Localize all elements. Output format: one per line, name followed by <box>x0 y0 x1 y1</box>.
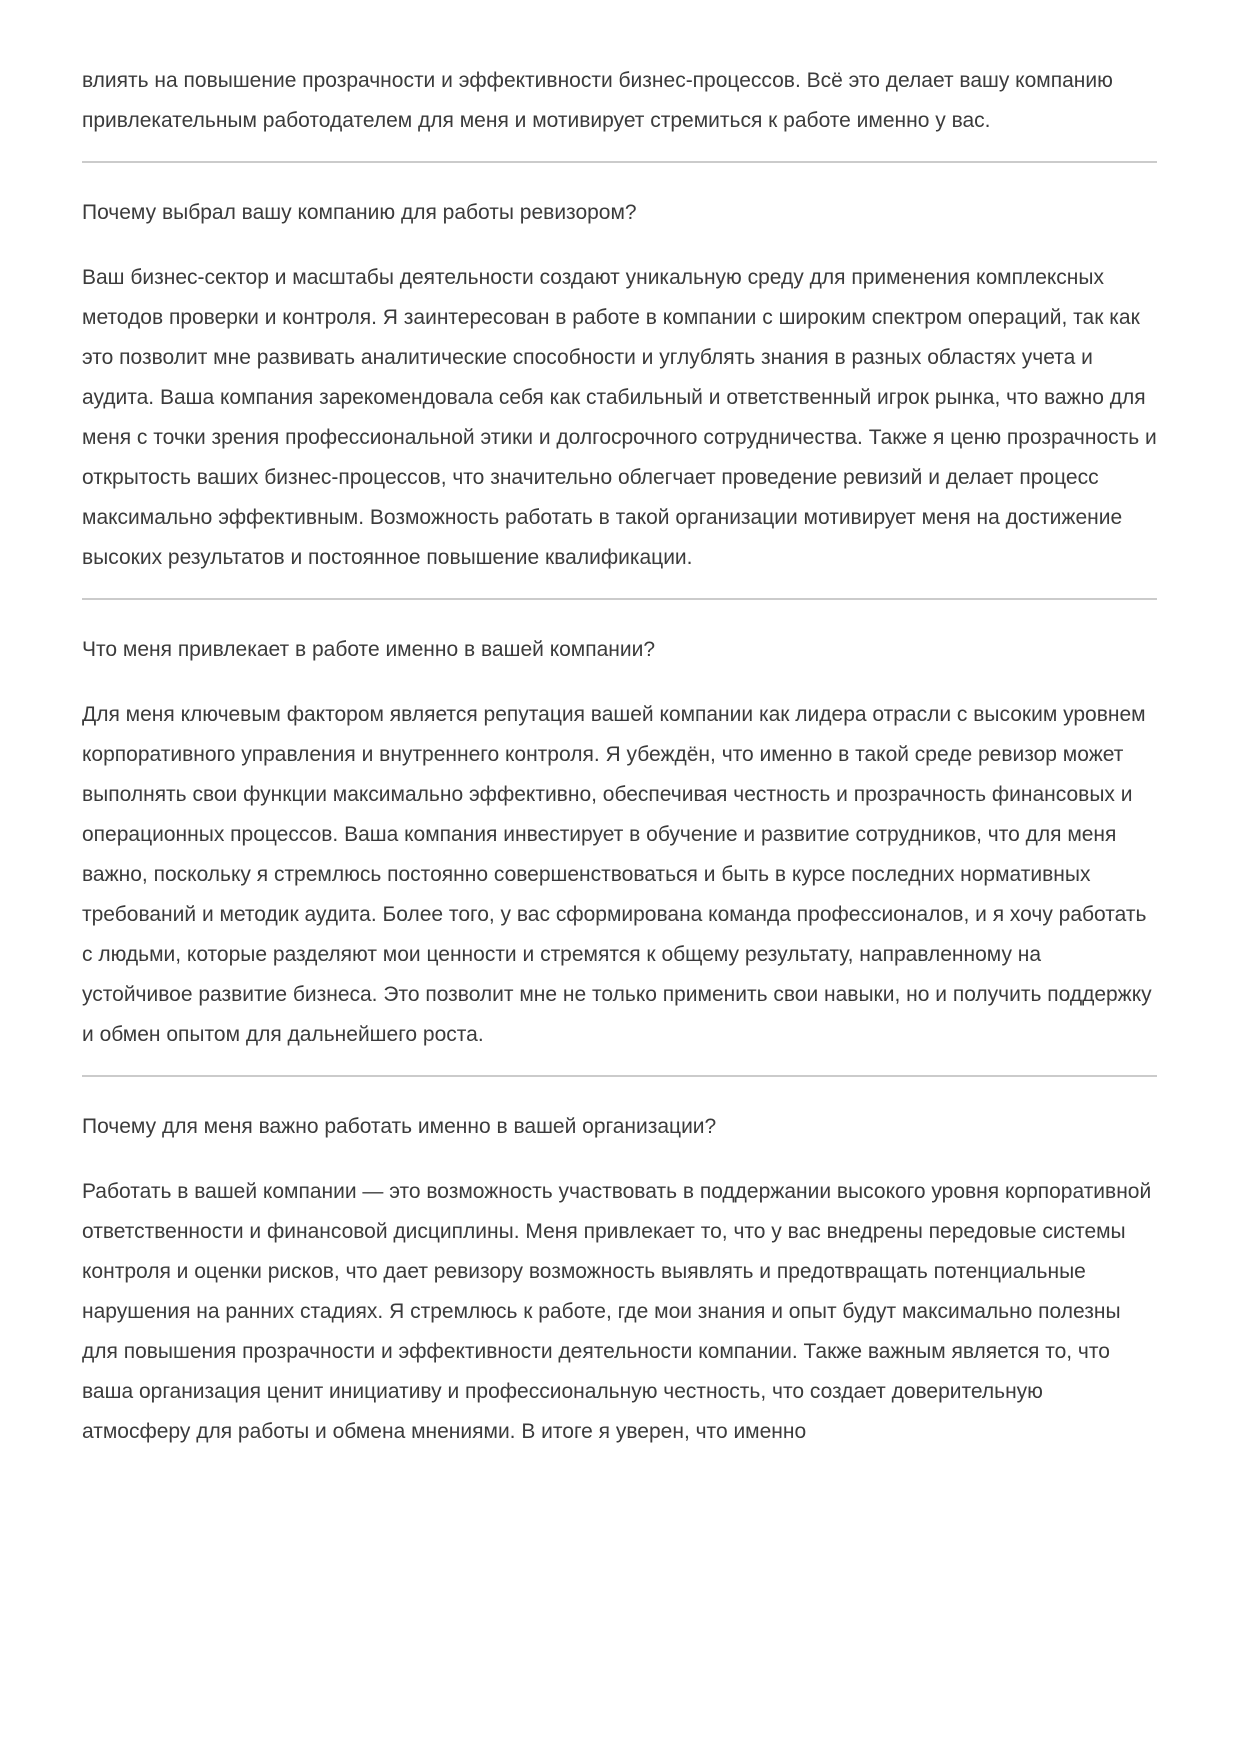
answer-paragraph-3: Работать в вашей компании — это возможность участвовать в поддержании высокого уровня корпоративной ответственности и финансовой дисциплины. Меня привлекает то, что у вас внедрены передовые системы контроля и оценки рисков, что дает ревизору возможность выявлять и предотвращать потенциальные нарушения на ранних стадиях. Я стремлюсь к работе, где мои знания и опыт будут максимально полезны для повышения прозрачности и эффективности деятельности компании. Также важным является то, что ваша организация ценит инициативу и профессиональную честность, что создает доверительную атмосферу для работы и обмена мнениями. В итоге я уверен, что именно <box>82 1180 1152 1443</box>
section-divider-1 <box>82 161 1157 163</box>
question-heading-1: Почему выбрал вашу компанию для работы ревизором? <box>82 201 637 224</box>
continuation-paragraph: влиять на повышение прозрачности и эффективности бизнес-процессов. Всё это делает вашу компанию привлекательным работодателем для меня и мотивирует стремиться к работе именно у вас. <box>82 69 1113 132</box>
question-heading-2: Что меня привлекает в работе именно в вашей компании? <box>82 638 656 661</box>
question-heading-3: Почему для меня важно работать именно в вашей организации? <box>82 1115 717 1138</box>
section-divider-2 <box>82 598 1157 600</box>
answer-paragraph-2: Для меня ключевым фактором является репутация вашей компании как лидера отрасли с высоким уровнем корпоративного управления и внутреннего контроля. Я убеждён, что именно в такой среде ревизор может выполнять свои функции максимально эффективно, обеспечивая честность и прозрачность финансовых и операционных процессов. Ваша компания инвестирует в обучение и развитие сотрудников, что для меня важно, поскольку я стремлюсь постоянно совершенствоваться и быть в курсе последних нормативных требований и методик аудита. Более того, у вас сформирована команда профессионалов, и я хочу работать с людьми, которые разделяют мои ценности и стремятся к общему результату, направленному на устойчивое развитие бизнеса. Это позволит мне не только применить свои навыки, но и получить поддержку и обмен опытом для дальнейшего роста. <box>82 703 1152 1046</box>
answer-paragraph-1: Ваш бизнес-сектор и масштабы деятельности создают уникальную среду для применения комплексных методов проверки и контроля. Я заинтересован в работе в компании с широким спектром операций, так как это позволит мне развивать аналитические способности и углублять знания в разных областях учета и аудита. Ваша компания зарекомендовала себя как стабильный и ответственный игрок рынка, что важно для меня с точки зрения профессиональной этики и долгосрочного сотрудничества. Также я ценю прозрачность и открытость ваших бизнес-процессов, что значительно облегчает проведение ревизий и делает процесс максимально эффективным. Возможность работать в такой организации мотивирует меня на достижение высоких результатов и постоянное повышение квалификации. <box>82 266 1157 569</box>
section-divider-3 <box>82 1075 1157 1077</box>
